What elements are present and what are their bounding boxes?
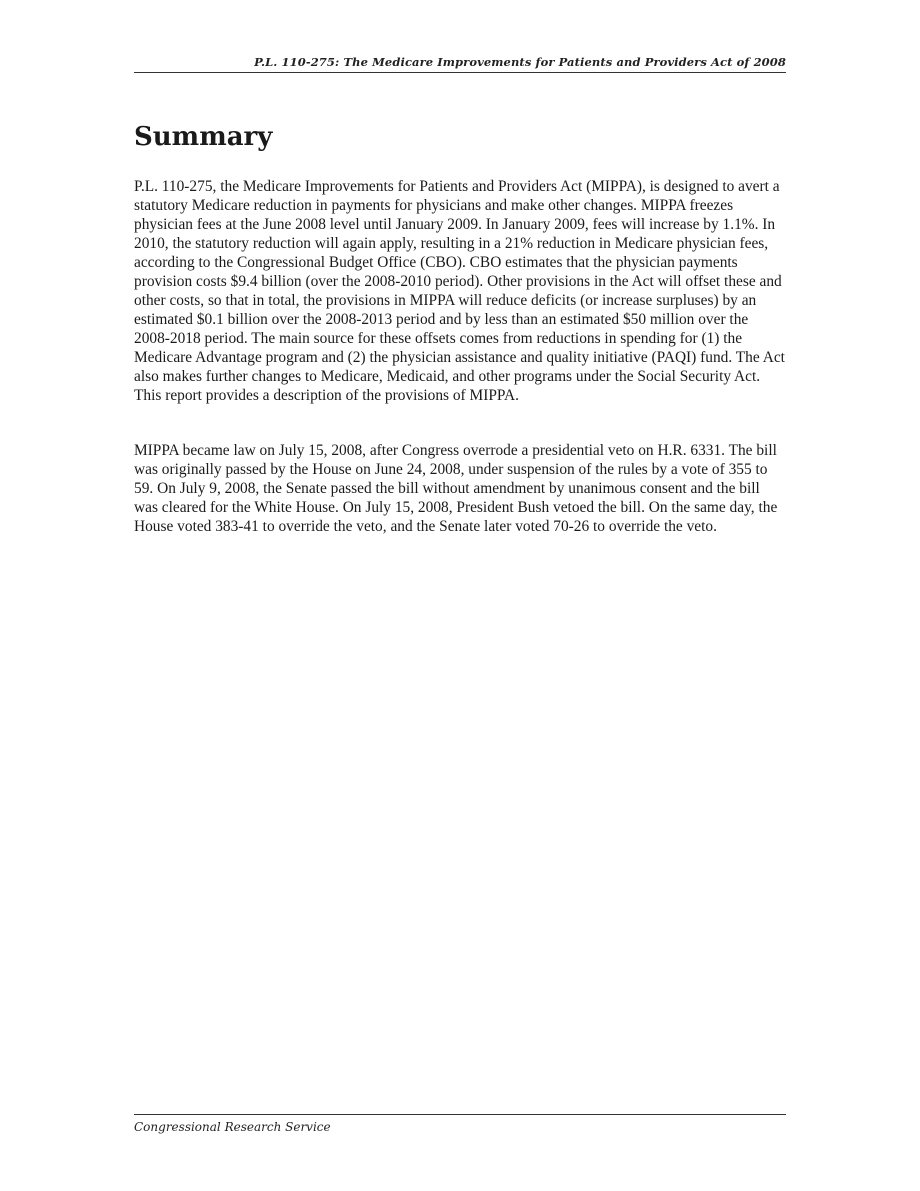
summary-paragraph-2: MIPPA became law on July 15, 2008, after Congress overrode a presidential veto on H.R. 6331. The bill was originally passed by the House on June 24, 2008, under suspension of the rules by a vote of 355 to 59. On July 9, 2008, the Senate passed the bill without amendment by unanimous consent and the bill was cleared for the White House. On July 15, 2008, President Bush vetoed the bill. On the same day, the House voted 383-41 to override the veto, and the Senate later voted 70-26 to override the veto. [134,442,778,535]
footer-divider [134,1114,786,1115]
header-divider [134,72,786,73]
page-footer: Congressional Research Service [134,1120,331,1134]
running-header: P.L. 110-275: The Medicare Improvements for Patients and Providers Act of 2008 [254,55,786,69]
section-title: Summary [134,122,273,152]
summary-paragraph-1: P.L. 110-275, the Medicare Improvements for Patients and Providers Act (MIPPA), is designed to avert a statutory Medicare reduction in payments for physicians and make other changes. MIPPA freezes physician fees at the June 2008 level until January 2009. In January 2009, fees will increase by 1.1%. In 2010, the statutory reduction will again apply, resulting in a 21% reduction in Medicare physician fees, according to the Congressional Budget Office (CBO). CBO estimates that the physician payments provision costs $9.4 billion (over the 2008-2010 period). Other provisions in the Act will offset these and other costs, so that in total, the provisions in MIPPA will reduce deficits (or increase surpluses) by an estimated $0.1 billion over the 2008-2013 period and by less than an estimated $50 million over the 2008-2018 period. The main source for these offsets comes from reductions in spending for (1) the Medicare Advantage program and (2) the physician assistance and quality initiative (PAQI) fund. The Act also makes further changes to Medicare, Medicaid, and other programs under the Social Security Act. This report provides a description of the provisions of MIPPA. [134,178,785,404]
